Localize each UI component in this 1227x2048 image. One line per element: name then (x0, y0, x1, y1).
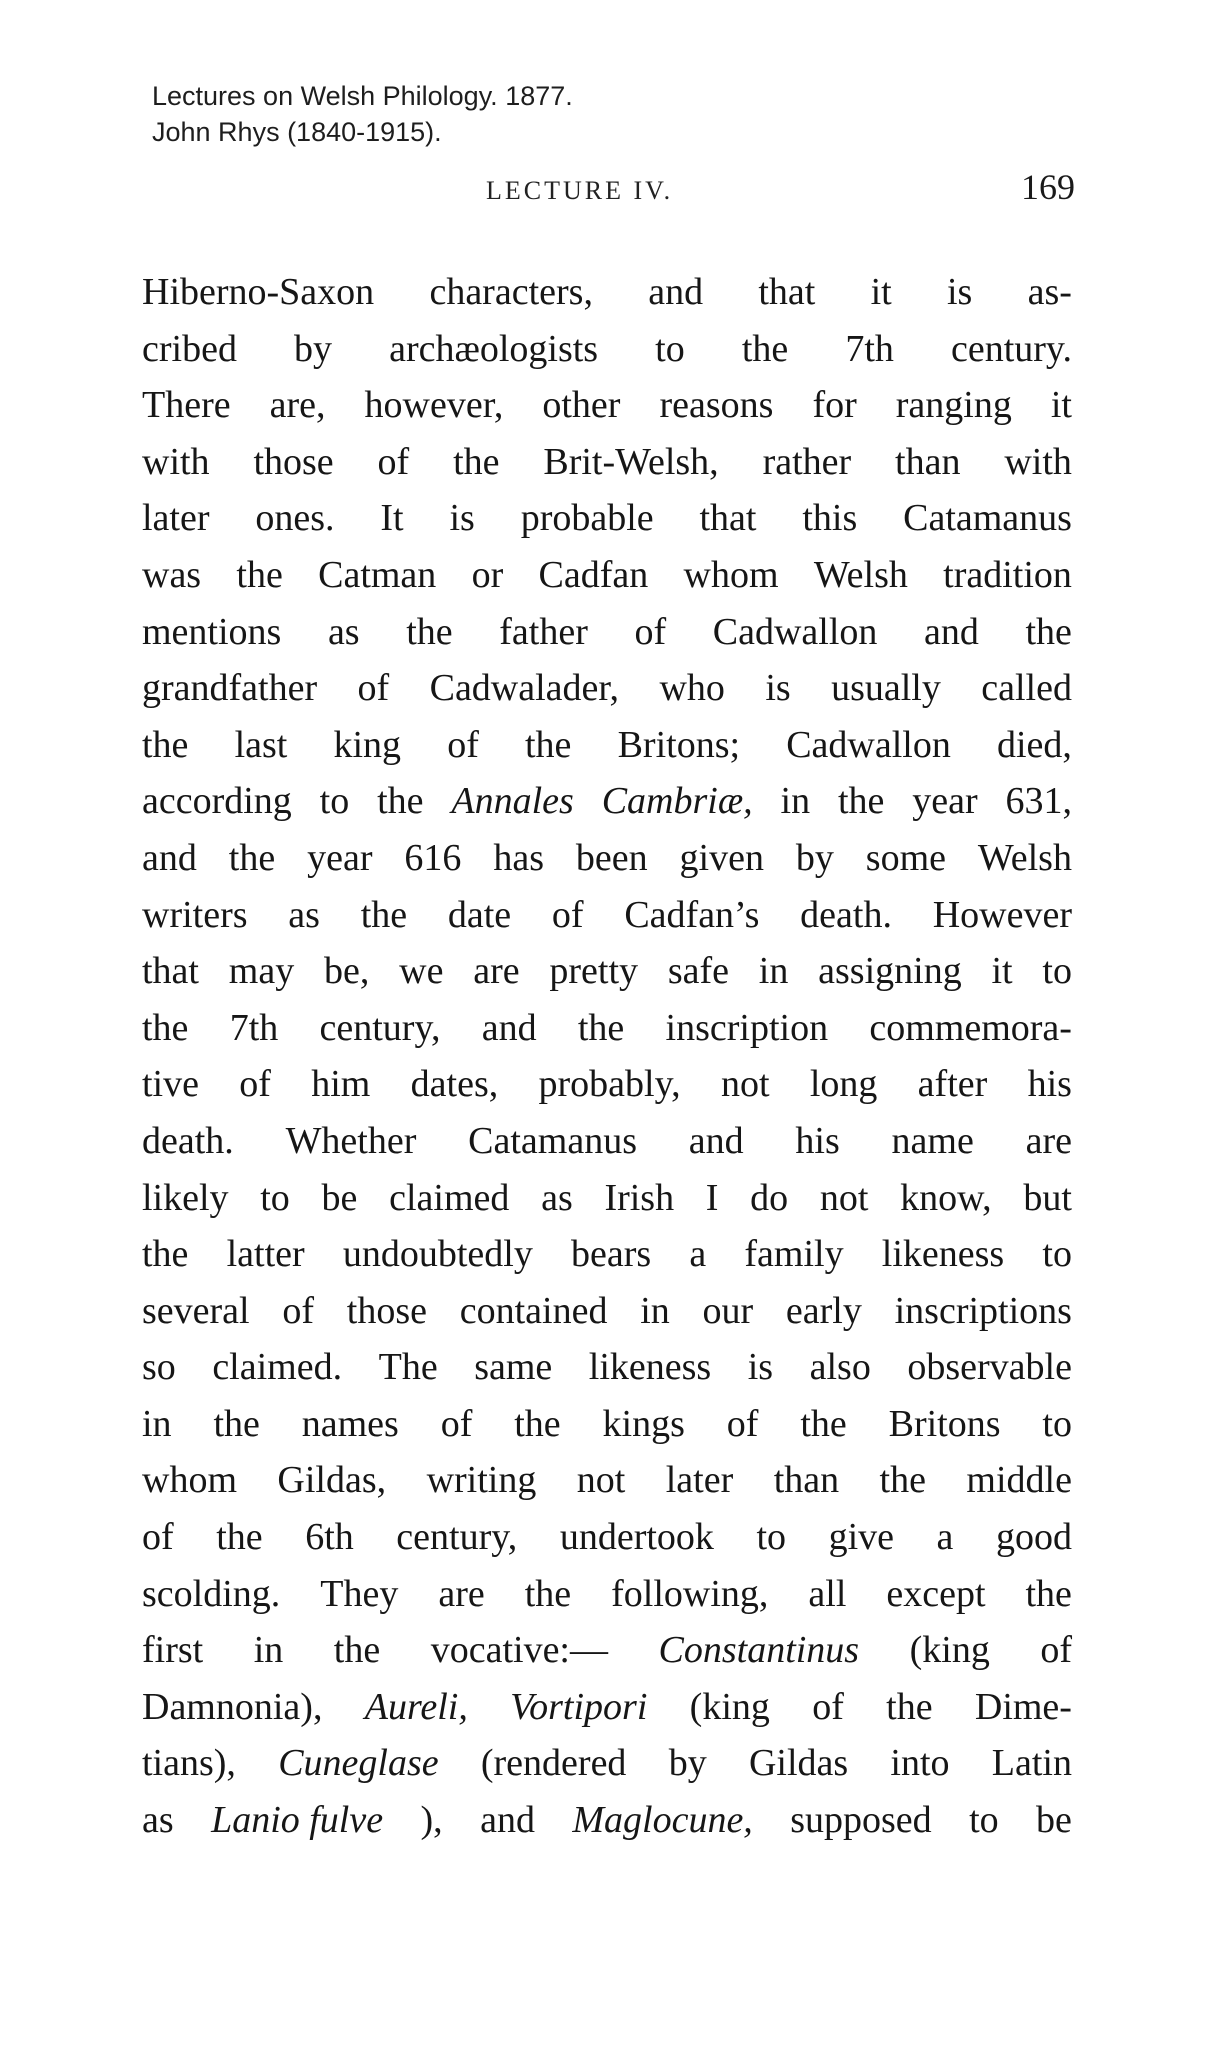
italic-word: Lanio fulve (211, 1799, 384, 1842)
word: the (236, 553, 283, 596)
word: as- (1027, 271, 1072, 313)
text-line (142, 1735, 1072, 1792)
word: is (747, 1346, 774, 1389)
word: reasons (659, 384, 774, 427)
word: not (576, 1459, 626, 1502)
word: of (551, 893, 584, 936)
word: 6th (305, 1516, 354, 1559)
word: except (886, 1572, 986, 1615)
word: the (216, 1516, 263, 1559)
word: given (679, 836, 764, 879)
word: called (981, 667, 1072, 710)
word: claimed (389, 1176, 510, 1219)
word: year (912, 780, 978, 823)
word: supposed (790, 1799, 932, 1842)
word: and (142, 836, 197, 879)
word: Cadwallon (786, 723, 951, 766)
word: It (380, 497, 404, 540)
word: Hiberno-Saxon (142, 271, 375, 313)
word: Latin (991, 1742, 1072, 1785)
text-line (142, 321, 1072, 378)
word: characters, (429, 271, 593, 313)
text-line (142, 604, 1072, 661)
word: There (142, 384, 231, 427)
word: by (294, 327, 333, 370)
text-line (142, 887, 1072, 944)
word: Irish (604, 1176, 675, 1219)
word: into (890, 1742, 950, 1785)
word: the (741, 327, 789, 370)
word: vocative:— (430, 1629, 608, 1672)
word: whom (683, 553, 779, 596)
text-line (142, 1679, 1072, 1736)
word: undertook (559, 1516, 714, 1559)
word: kings (602, 1402, 685, 1445)
text-line (142, 1170, 1072, 1227)
word: been (575, 836, 648, 879)
text-line (142, 1339, 1072, 1396)
word: Catamanus (468, 1119, 637, 1162)
word: as (288, 893, 320, 936)
word: father (499, 610, 588, 653)
word: dates, (410, 1063, 499, 1106)
word: Whether (285, 1119, 417, 1162)
word: or (471, 553, 504, 596)
word: king (333, 723, 402, 766)
word: those (253, 440, 334, 483)
word: Brit-Welsh, (543, 440, 719, 483)
word: as (327, 610, 360, 653)
word: the (360, 893, 408, 936)
word: of (282, 1289, 315, 1332)
word: later (142, 497, 210, 540)
word: Gildas, (277, 1459, 387, 1502)
word: the (1025, 1572, 1072, 1615)
word: not (720, 1063, 770, 1106)
word: following, (611, 1572, 769, 1615)
word: I (705, 1176, 719, 1219)
word: than (895, 440, 961, 483)
word: likely (142, 1176, 229, 1219)
text-line (142, 1792, 1072, 1849)
word: Cadfan (538, 553, 649, 596)
word: likeness (588, 1346, 712, 1389)
word: early (785, 1289, 862, 1332)
word: of (239, 1063, 271, 1106)
word: is (947, 271, 973, 313)
word: in (640, 1289, 670, 1332)
text-line (142, 1396, 1072, 1453)
text-line (142, 490, 1072, 547)
word: are (473, 950, 520, 993)
word: bears (571, 1233, 652, 1276)
word: ), (420, 1799, 443, 1842)
word: to (319, 780, 350, 823)
text-line (142, 943, 1072, 1000)
word: of (377, 440, 410, 483)
word: the (142, 1006, 189, 1049)
word: all (808, 1572, 847, 1615)
body-text (142, 264, 1072, 1849)
word: are (438, 1572, 485, 1615)
word: ranging (895, 384, 1012, 427)
word: whom (142, 1459, 237, 1502)
word: several (142, 1289, 250, 1332)
word: and (923, 610, 979, 653)
word: may (228, 950, 295, 993)
word: the (228, 836, 276, 879)
word: a (936, 1516, 954, 1559)
word: some (865, 836, 946, 879)
word: know, (900, 1176, 992, 1219)
word: the (333, 1629, 381, 1672)
word: later (665, 1459, 734, 1502)
word: be (321, 1176, 358, 1219)
word: the (837, 780, 885, 823)
word: safe (667, 950, 730, 993)
word: the (800, 1402, 847, 1445)
word: in (780, 780, 811, 823)
word: cribed (142, 327, 237, 370)
word: by (795, 836, 834, 879)
word: the (406, 610, 453, 653)
italic-word: Constantinus (658, 1629, 860, 1672)
word: it (991, 950, 1013, 993)
running-head: LECTURE IV. (486, 176, 674, 205)
text-line (142, 1283, 1072, 1340)
word: our (702, 1289, 754, 1332)
text-line (142, 1566, 1072, 1623)
word: claimed. (212, 1346, 343, 1389)
word: Dime- (974, 1685, 1072, 1728)
word: Cadwallon (712, 610, 878, 653)
word: of (1040, 1629, 1072, 1672)
word: him (311, 1063, 371, 1106)
word: the (453, 440, 500, 483)
word: we (399, 950, 444, 993)
text-line (142, 830, 1072, 887)
word: pretty (549, 950, 639, 993)
word: of (634, 610, 667, 653)
italic-word: Maglocune, (572, 1799, 753, 1842)
word: century, (396, 1516, 518, 1559)
word: of (812, 1685, 844, 1728)
word: Gildas (748, 1742, 849, 1785)
word: They (320, 1572, 399, 1615)
word: give (828, 1516, 894, 1559)
word: Britons (888, 1402, 1001, 1445)
word: commemora- (869, 1006, 1072, 1049)
word: as (142, 1799, 174, 1842)
word: However (932, 893, 1072, 936)
word: this (802, 497, 858, 540)
word: to (1042, 1233, 1072, 1276)
word: by (668, 1742, 707, 1785)
word: to (969, 1799, 999, 1842)
word: (king (909, 1629, 990, 1672)
word: date (447, 893, 512, 936)
word: (king (689, 1685, 770, 1728)
word: same (474, 1346, 553, 1389)
text-line (142, 264, 1072, 321)
word: to (260, 1176, 290, 1219)
word: tive (142, 1063, 199, 1106)
word: is (765, 667, 791, 710)
text-line (142, 773, 1072, 830)
word: (rendered (480, 1742, 627, 1785)
word: after (917, 1063, 988, 1106)
word: his (795, 1119, 840, 1162)
word: middle (966, 1459, 1072, 1502)
word: latter (226, 1233, 305, 1276)
word: the (577, 1006, 625, 1049)
word: the (886, 1685, 933, 1728)
word: as (541, 1176, 573, 1219)
word: century, (319, 1006, 441, 1049)
text-line (142, 1622, 1072, 1679)
word: year (307, 836, 373, 879)
word: probable (520, 497, 654, 540)
word: with (142, 440, 210, 483)
word: who (659, 667, 725, 710)
word: Welsh (977, 836, 1072, 879)
word: good (995, 1516, 1072, 1559)
word: those (346, 1289, 427, 1332)
word: first (142, 1629, 204, 1672)
word: that (758, 271, 816, 313)
source-note (152, 78, 573, 150)
word: of (726, 1402, 759, 1445)
word: last (234, 723, 288, 766)
text-line (142, 1000, 1072, 1057)
word: of (447, 723, 479, 766)
word: name (891, 1119, 974, 1162)
word: rather (762, 440, 852, 483)
word: and (480, 1799, 535, 1842)
word: in (142, 1402, 172, 1445)
word: inscriptions (894, 1289, 1072, 1332)
word: family (744, 1233, 844, 1276)
word: 616 (404, 836, 462, 879)
word: do (750, 1176, 789, 1219)
word: the (142, 723, 189, 766)
word: for (812, 384, 857, 427)
word: to (655, 327, 685, 370)
source-note-title: Lectures on Welsh Philology. 1877. (152, 81, 573, 111)
word: in (253, 1629, 284, 1672)
word: probably, (538, 1063, 681, 1106)
word: Britons; (617, 723, 741, 766)
word: Damnonia), (142, 1685, 323, 1728)
word: the (514, 1402, 561, 1445)
word: grandfather (142, 667, 318, 710)
text-line (142, 1113, 1072, 1170)
text-line (142, 1452, 1072, 1509)
word: likeness (881, 1233, 1005, 1276)
word: his (1027, 1063, 1072, 1106)
word: also (809, 1346, 871, 1389)
word: Welsh (813, 553, 908, 596)
text-line (142, 377, 1072, 434)
text-line (142, 1509, 1072, 1566)
word: that (699, 497, 757, 540)
word: 7th (845, 327, 894, 370)
word: to (1042, 1402, 1072, 1445)
word: are, (269, 384, 326, 427)
word: was (142, 553, 202, 596)
word: assigning (818, 950, 962, 993)
word: the (213, 1402, 260, 1445)
word: it (1050, 384, 1072, 427)
word: death. (142, 1119, 234, 1162)
word: not (819, 1176, 869, 1219)
word: 7th (229, 1006, 279, 1049)
word: to (756, 1516, 787, 1559)
word: Catman (318, 553, 437, 596)
word: in (758, 950, 789, 993)
italic-word: Aureli, (364, 1685, 468, 1728)
word: writers (142, 893, 248, 936)
word: The (378, 1346, 438, 1389)
word: the (525, 723, 572, 766)
word: of (440, 1402, 473, 1445)
word: so (142, 1346, 176, 1389)
word: a (689, 1233, 707, 1276)
word: tians), (142, 1742, 236, 1785)
text-line (142, 434, 1072, 491)
word: writing (426, 1459, 537, 1502)
word: scolding. (142, 1572, 281, 1615)
italic-word: Annales (451, 780, 574, 823)
word: it (870, 271, 892, 313)
text-line (142, 660, 1072, 717)
word: has (493, 836, 544, 879)
text-line (142, 1226, 1072, 1283)
word: the (524, 1572, 572, 1615)
word: inscription (665, 1006, 829, 1049)
word: undoubtedly (342, 1233, 533, 1276)
italic-word: Cambriæ, (601, 780, 753, 823)
word: are (1025, 1119, 1072, 1162)
word: the (1025, 610, 1072, 653)
word: be, (323, 950, 370, 993)
word: usually (831, 667, 941, 710)
text-line (142, 547, 1072, 604)
word: Catamanus (903, 497, 1072, 540)
word: tradition (943, 553, 1072, 596)
word: than (773, 1459, 840, 1502)
word: to (1042, 950, 1072, 993)
italic-word: Vortipori (510, 1685, 648, 1728)
word: that (142, 950, 199, 993)
word: but (1023, 1176, 1072, 1219)
word: of (357, 667, 390, 710)
word: 631, (1005, 780, 1072, 823)
word: other (542, 384, 621, 427)
word: death. (800, 893, 892, 936)
word: contained (459, 1289, 608, 1332)
text-line (142, 1056, 1072, 1113)
italic-word: Cuneglase (278, 1742, 439, 1785)
word: according (142, 780, 292, 823)
word: is (449, 497, 475, 540)
word: names (301, 1402, 399, 1445)
word: with (1004, 440, 1072, 483)
word: the (142, 1233, 189, 1276)
word: ones. (255, 497, 335, 540)
word: the (879, 1459, 926, 1502)
word: however, (364, 384, 504, 427)
word: the (377, 780, 424, 823)
word: and (481, 1006, 537, 1049)
word: Cadfan’s (624, 893, 760, 936)
word: archæologists (389, 327, 599, 370)
word: observable (907, 1346, 1072, 1389)
word: mentions (142, 610, 282, 653)
text-line (142, 717, 1072, 774)
word: be (1036, 1799, 1072, 1842)
word: century. (950, 327, 1072, 370)
source-note-author: John Rhys (1840-1915). (152, 117, 442, 147)
word: died, (996, 723, 1072, 766)
word: long (809, 1063, 878, 1106)
word: of (142, 1516, 174, 1559)
word: and (688, 1119, 744, 1162)
word: and (648, 271, 704, 313)
word: Cadwalader, (429, 667, 620, 710)
page-number: 169 (1021, 167, 1075, 207)
